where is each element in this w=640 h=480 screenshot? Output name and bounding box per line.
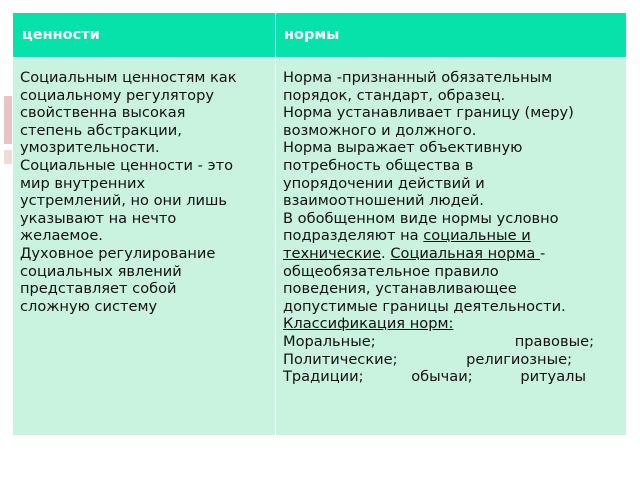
values-line: умозрительности.: [20, 139, 160, 157]
classification-row: [283, 351, 624, 369]
values-cell: [13, 58, 276, 436]
norms-line: взаимоотношений людей.: [283, 192, 484, 210]
values-line: мир внутренних: [20, 174, 146, 192]
values-line: степень абстракции,: [20, 121, 182, 139]
classification-label[interactable]: Классификация норм:: [283, 315, 454, 333]
norms-line: порядок, стандарт, образец.: [283, 86, 506, 104]
table-body-row: [13, 58, 627, 436]
header-cell-values: [13, 13, 276, 58]
classification-item: Политические;: [283, 350, 398, 368]
values-line: представляет собой: [20, 280, 177, 298]
header-values-label: ценности: [22, 27, 100, 43]
norms-line-dash: -: [539, 244, 546, 262]
values-line: социальных явлений: [20, 262, 182, 280]
values-norms-table: [12, 12, 627, 436]
classification-item: Традиции;: [283, 368, 364, 386]
social-norm-link[interactable]: Социальная норма: [390, 244, 540, 262]
values-text: [13, 58, 275, 315]
norms-line: возможного и должного.: [283, 121, 477, 139]
header-cell-norms: [276, 13, 627, 58]
norms-text: [276, 58, 626, 386]
norms-line: Норма устанавливает границу (меру): [283, 104, 574, 122]
classification-item: Моральные;: [283, 332, 376, 350]
values-line: социальному регулятору: [20, 86, 214, 104]
norms-cell: [276, 58, 627, 436]
norms-line: [283, 245, 624, 263]
norms-line: потребность общества в: [283, 156, 474, 174]
norms-line: Норма выражает объективную: [283, 139, 523, 157]
norms-line: общеобязательное правило: [283, 262, 499, 280]
header-norms-label: нормы: [284, 27, 340, 43]
norms-line: В обобщенном виде нормы условно: [283, 209, 559, 227]
values-line: указывают на нечто: [20, 209, 177, 227]
values-line: устремлений, но они лишь: [20, 192, 227, 210]
technical-link[interactable]: технические: [283, 244, 382, 262]
table-header-row: [13, 13, 627, 58]
values-line: Социальным ценностям как: [20, 69, 237, 86]
norms-line-prefix: подразделяют на: [283, 227, 424, 245]
values-line: свойственна высокая: [20, 104, 186, 122]
values-line: Духовное регулирование: [20, 244, 216, 262]
norms-line: поведения, устанавливающее: [283, 280, 517, 298]
norms-line: допустимые границы деятельности.: [283, 297, 566, 315]
values-line: желаемое.: [20, 227, 103, 245]
classification-item: правовые;: [514, 332, 594, 350]
norms-line: Норма -признанный обязательным: [283, 69, 553, 86]
values-line: сложную систему: [20, 297, 158, 315]
values-line: Социальные ценности - это: [20, 156, 234, 174]
norms-line: [283, 227, 624, 245]
norms-line: упорядочении действий и: [283, 174, 485, 192]
classification-row: [283, 333, 624, 351]
social-technical-link[interactable]: социальные и: [423, 227, 531, 245]
classification-item: обычаи;: [411, 368, 473, 386]
classification-item: религиозные;: [466, 350, 572, 368]
classification-item: ритуалы: [520, 368, 586, 386]
classification-row: [283, 368, 624, 386]
norms-line-separator: .: [381, 244, 391, 262]
